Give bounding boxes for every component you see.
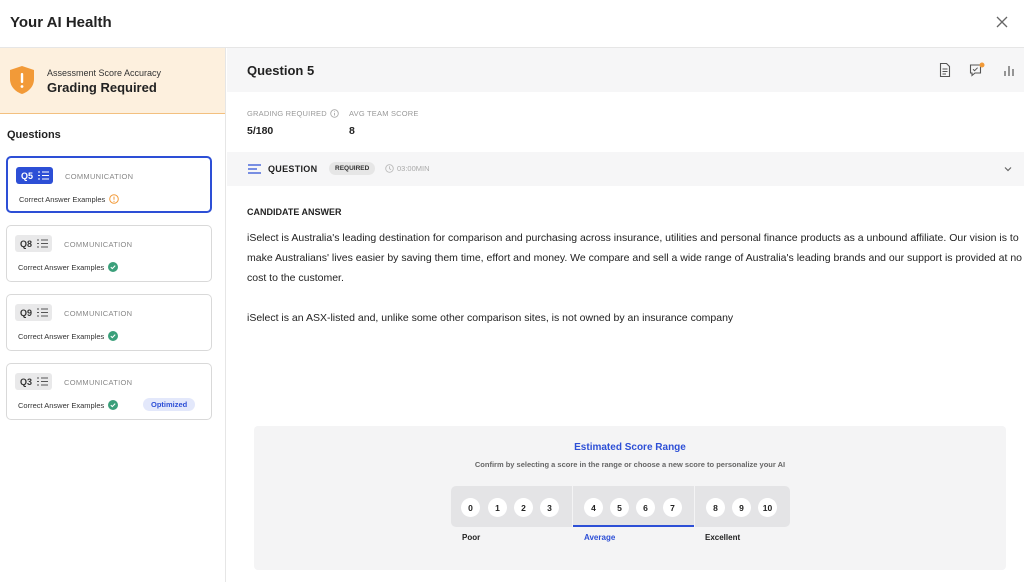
list-icon — [38, 171, 49, 180]
score-button-1[interactable]: 1 — [488, 498, 507, 517]
range-label-excellent: Excellent — [705, 533, 741, 542]
candidate-answer-label: CANDIDATE ANSWER — [247, 207, 342, 217]
score-button-2[interactable]: 2 — [514, 498, 533, 517]
question-header — [227, 48, 1024, 92]
question-info-text: Correct Answer Examples — [18, 331, 105, 341]
question-info-text: Correct Answer Examples — [18, 262, 105, 272]
accuracy-status: Grading Required — [47, 80, 157, 95]
time-limit-text: 03:00MIN — [397, 164, 430, 173]
score-range-title: Estimated Score Range — [574, 442, 686, 453]
accuracy-label: Assessment Score Accuracy — [47, 68, 162, 78]
question-category: COMMUNICATION — [65, 172, 134, 181]
grading-required-label — [247, 109, 339, 118]
question-id: Q9 — [20, 307, 33, 318]
range-label-average: Average — [584, 533, 616, 542]
question-info-text: Correct Answer Examples — [19, 194, 106, 204]
question-tag — [15, 235, 52, 252]
question-card-q3[interactable] — [6, 363, 212, 420]
shield-alert-icon — [9, 65, 35, 95]
question-title: Question 5 — [247, 63, 315, 78]
accuracy-banner — [0, 48, 225, 114]
question-info — [19, 194, 119, 204]
question-info — [18, 331, 118, 341]
score-button-8[interactable]: 8 — [706, 498, 725, 517]
question-info-text: Correct Answer Examples — [18, 400, 105, 410]
question-id: Q3 — [20, 376, 33, 387]
score-button-5[interactable]: 5 — [610, 498, 629, 517]
question-tag — [15, 304, 52, 321]
grading-required-value: 5/180 — [247, 125, 274, 137]
avg-team-score-label — [349, 109, 419, 118]
range-label-poor: Poor — [462, 533, 481, 542]
top-bar — [0, 0, 1024, 48]
avg-team-score-label-text: AVG TEAM SCORE — [349, 109, 419, 118]
question-bar[interactable] — [227, 152, 1024, 186]
document-icon[interactable] — [937, 62, 953, 78]
avg-team-score-value: 8 — [349, 125, 355, 137]
score-button-0[interactable]: 0 — [461, 498, 480, 517]
warning-circle-icon — [109, 194, 119, 204]
list-icon — [37, 377, 48, 386]
score-group-average — [573, 486, 694, 527]
question-id: Q8 — [20, 238, 33, 249]
answer-paragraph: iSelect is Australia's leading destination for comparison and purchasing across insurance, utilities and personal finance products as a unbound affiliate. Our vision is to make Australians' lives easier by saving them time, effort and money. We compare and sell a wide range of Australia's leading brands and our support is provided at no cost to the customer. — [247, 232, 1023, 284]
close-icon[interactable] — [992, 12, 1012, 32]
questions-heading: Questions — [7, 129, 61, 141]
app-title: Your AI Health — [10, 14, 112, 31]
clock-icon — [385, 164, 394, 173]
question-tag — [16, 167, 53, 184]
score-group-poor — [451, 486, 572, 527]
chat-alert-icon[interactable] — [969, 62, 985, 78]
candidate-answer-text — [247, 228, 1024, 348]
score-button-6[interactable]: 6 — [636, 498, 655, 517]
score-button-3[interactable]: 3 — [540, 498, 559, 517]
bar-chart-icon[interactable] — [1001, 62, 1017, 78]
score-button-10[interactable]: 10 — [758, 498, 777, 517]
question-category: COMMUNICATION — [64, 309, 133, 318]
score-group-excellent — [695, 486, 790, 527]
grading-required-label-text: GRADING REQUIRED — [247, 109, 327, 118]
question-card-q5[interactable] — [6, 156, 212, 213]
question-info — [18, 400, 118, 410]
score-range-panel — [254, 426, 1006, 570]
question-card-q9[interactable] — [6, 294, 212, 351]
question-tag — [15, 373, 52, 390]
score-button-9[interactable]: 9 — [732, 498, 751, 517]
question-category: COMMUNICATION — [64, 240, 133, 249]
question-info — [18, 262, 118, 272]
check-circle-icon — [108, 400, 118, 410]
check-circle-icon — [108, 262, 118, 272]
question-card-q8[interactable] — [6, 225, 212, 282]
score-button-7[interactable]: 7 — [663, 498, 682, 517]
info-icon[interactable] — [330, 109, 339, 118]
list-icon — [37, 308, 48, 317]
time-limit — [385, 164, 430, 173]
optimized-badge: Optimized — [143, 398, 195, 411]
question-section-label: QUESTION — [268, 164, 318, 174]
answer-paragraph: iSelect is an ASX-listed and, unlike some other comparison sites, is not owned by an insurance company — [247, 312, 734, 324]
chevron-down-icon[interactable] — [1003, 164, 1013, 174]
score-button-4[interactable]: 4 — [584, 498, 603, 517]
menu-lines-icon — [248, 164, 261, 174]
question-id: Q5 — [21, 170, 34, 181]
question-category: COMMUNICATION — [64, 378, 133, 387]
main-panel — [227, 48, 1024, 582]
list-icon — [37, 239, 48, 248]
score-range-subtitle: Confirm by selecting a score in the range or choose a new score to personalize your AI — [474, 460, 786, 469]
required-chip: REQUIRED — [329, 162, 375, 175]
sidebar — [0, 48, 226, 582]
check-circle-icon — [108, 331, 118, 341]
